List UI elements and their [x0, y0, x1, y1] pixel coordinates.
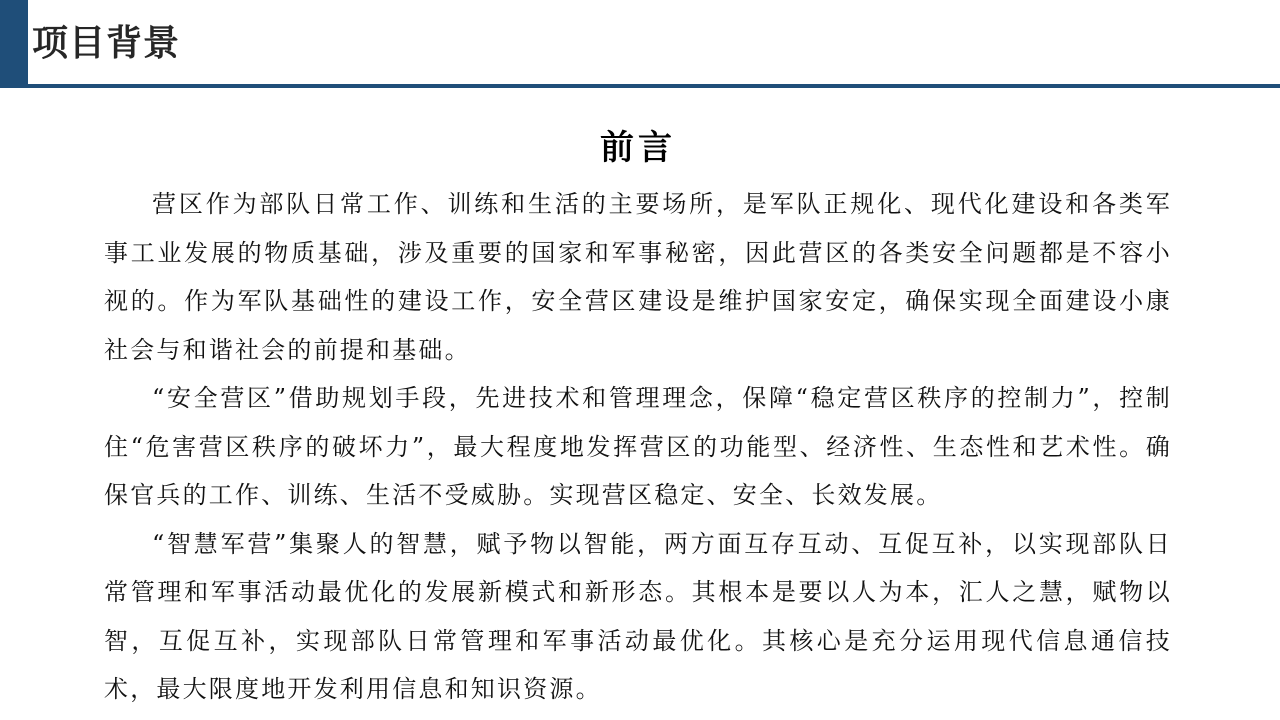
paragraph-3: “智慧军营”集聚人的智慧，赋予物以智能，两方面互存互动、互促互补，以实现部队日常管理和军事活动最优化的发展新模式和新形态。其根本是要以人为本，汇人之慧，赋物以智，互促互补，实现部队日常管理和军事活动最优化。其核心是充分运用现代信息通信技术，最大限度地开发利用信息和知识资源。 — [104, 529, 1172, 703]
paragraph-1: 营区作为部队日常工作、训练和生活的主要场所，是军队正规化、现代化建设和各类军事工业发展的物质基础，涉及重要的国家和军事秘密，因此营区的各类安全问题都是不容小视的。作为军队基础性的建设工作，安全营区建设是维护国家安定，确保实现全面建设小康社会与和谐社会的前提和基础。 — [104, 190, 1172, 364]
header-accent-block — [0, 0, 28, 88]
section-title: 前言 — [600, 128, 676, 168]
header-bar — [0, 0, 1280, 88]
main-content — [104, 118, 1172, 714]
header-divider — [0, 84, 1280, 88]
paragraph-2: “安全营区”借助规划手段，先进技术和管理理念，保障“稳定营区秩序的控制力”，控制住“危害营区秩序的破坏力”，最大程度地发挥营区的功能型、经济性、生态性和艺术性。确保官兵的工作、训练、生活不受威胁。实现营区稳定、安全、长效发展。 — [104, 384, 1172, 509]
page-title: 项目背景 — [32, 23, 181, 64]
